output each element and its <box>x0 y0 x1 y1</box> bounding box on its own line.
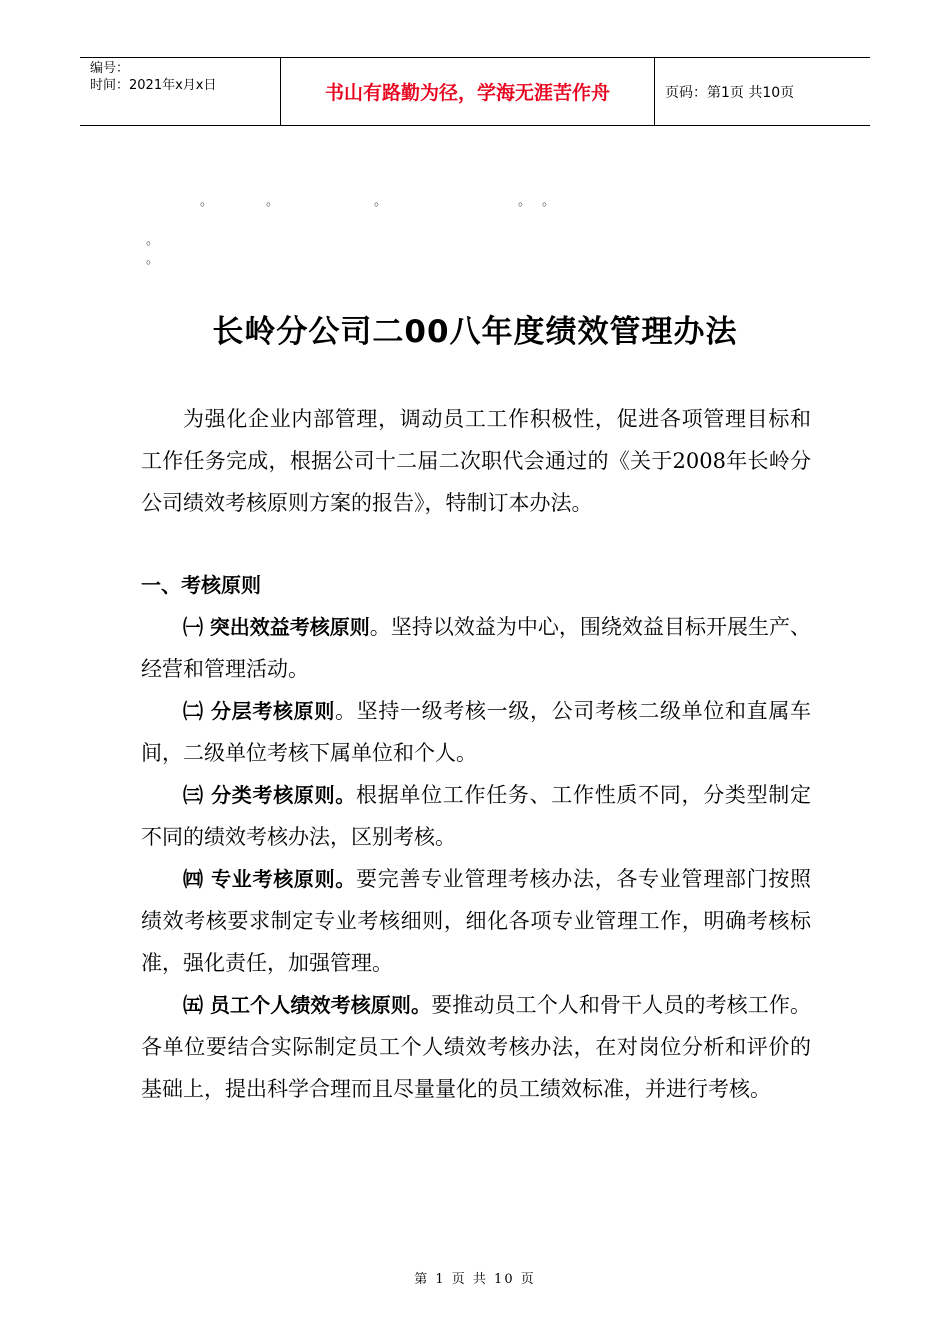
item-term: 员工个人绩效考核原则。 <box>209 993 432 1017</box>
item-number: ㈤ <box>183 993 204 1017</box>
item-text: 。坚持以效益为中心，围绕效益目标开展生产、经营和管理活动。 <box>141 615 812 681</box>
dot-mark: 。 <box>146 233 160 248</box>
page-header <box>80 57 870 126</box>
item-term: 专业考核原则。 <box>211 867 356 891</box>
principle-item <box>141 690 811 774</box>
header-motto: 书山有路勤为径，学海无涯苦作舟 <box>281 58 655 125</box>
dot-mark: 。 <box>374 194 388 209</box>
item-text: 要完善专业管理考核办法，各专业管理部门按照绩效考核要求制定专业考核细则，细化各项专业管理工作，明确考核标准，强化责任，加强管理。 <box>141 867 812 975</box>
item-term: 突出效益考核原则 <box>209 615 370 639</box>
header-page-label: 页码：第1页 共10页 <box>665 84 795 101</box>
principle-item <box>141 606 811 690</box>
item-number: ㈢ <box>183 783 204 807</box>
item-text: 要推动员工个人和骨干人员的考核工作。各单位要结合实际制定员工个人绩效考核办法，在对岗位分析和评价的基础上，提出科学合理而且尽量量化的员工绩效标准，并进行考核。 <box>141 993 812 1101</box>
section-heading: 一、考核原则 <box>141 573 261 597</box>
principle-item <box>141 858 811 984</box>
document-date-label: 时间：2021年x月x日 <box>90 78 217 93</box>
header-meta <box>80 58 281 125</box>
dot-mark: 。 <box>200 194 214 209</box>
item-number: ㈠ <box>183 615 204 639</box>
item-term: 分层考核原则 <box>211 699 336 723</box>
dot-mark: 。 <box>518 194 532 209</box>
item-number: ㈣ <box>183 867 204 891</box>
dot-mark: 。 <box>266 194 280 209</box>
dot-mark: 。 <box>542 194 556 209</box>
page-footer: 第 1 页 共 10 页 <box>414 1272 536 1287</box>
intro-paragraph: 为强化企业内部管理，调动员工工作积极性，促进各项管理目标和工作任务完成，根据公司十二届二次职代会通过的《关于2008年长岭分公司绩效考核原则方案的报告》，特制订本办法。 <box>141 407 811 515</box>
principle-item <box>141 984 811 1110</box>
item-text: 。坚持一级考核一级，公司考核二级单位和直属车间，二级单位考核下属单位和个人。 <box>141 699 811 765</box>
item-number: ㈡ <box>183 699 204 723</box>
document-number-label: 编号： <box>90 61 130 76</box>
document-body <box>141 398 811 1110</box>
dot-mark: 。 <box>146 252 160 267</box>
principle-item <box>141 774 811 858</box>
item-term: 分类考核原则。 <box>211 783 356 807</box>
item-text: 根据单位工作任务、工作性质不同，分类型制定不同的绩效考核办法，区别考核。 <box>141 783 812 849</box>
document-title: 长岭分公司二00八年度绩效管理办法 <box>212 314 738 350</box>
